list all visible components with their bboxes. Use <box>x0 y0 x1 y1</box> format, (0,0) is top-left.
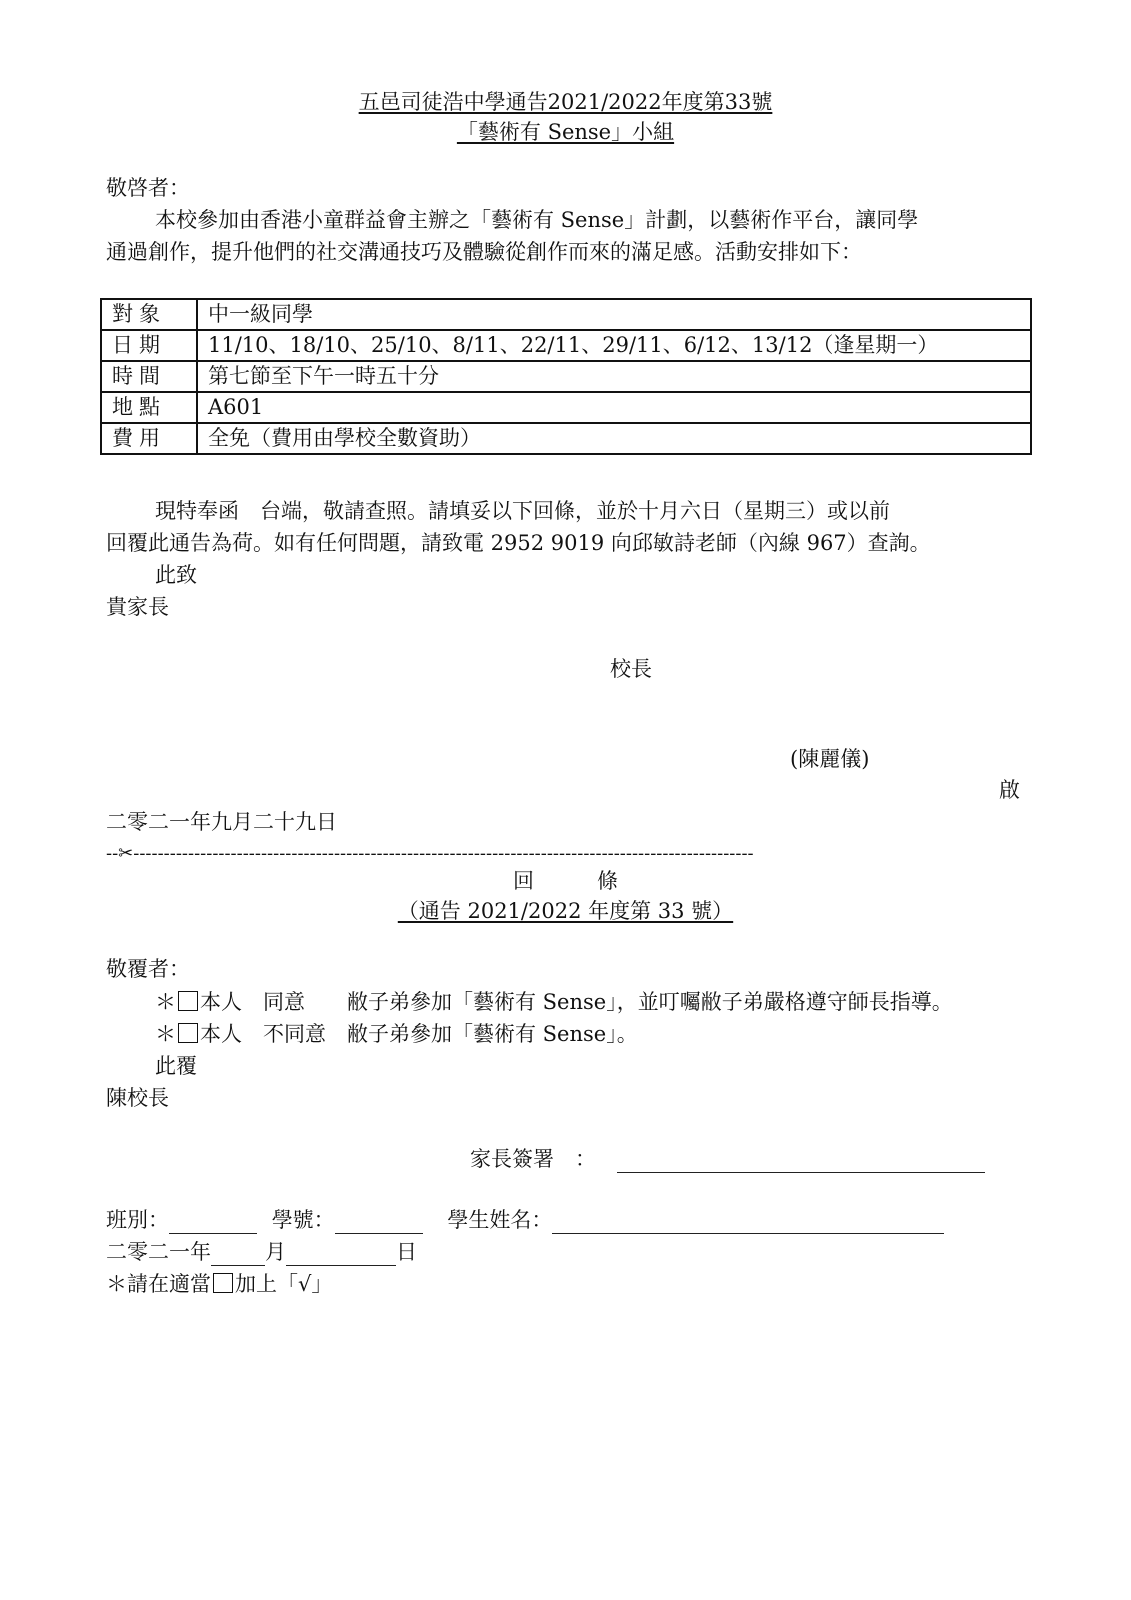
class-label: 班別： <box>106 1208 169 1232</box>
number-field[interactable] <box>335 1211 423 1234</box>
notice-date: 二零二一年九月二十九日 <box>106 810 337 834</box>
date-year: 二零二一年 <box>106 1240 211 1264</box>
principal-name: (陳麗儀) <box>790 747 870 771</box>
row-label: 日期 <box>101 330 197 361</box>
table-row <box>101 361 1031 392</box>
row-value: 中一級同學 <box>197 299 1031 330</box>
notice-title: 五邑司徒浩中學通告2021/2022年度第33號 <box>358 90 773 114</box>
row-label: 對象 <box>101 299 197 330</box>
intro-line-2: 通過創作，提升他們的社交溝通技巧及體驗從創作而來的滿足感。活動安排如下： <box>106 240 862 264</box>
signature-label: 家長簽署 ： <box>470 1147 596 1171</box>
signature-field[interactable] <box>617 1150 985 1173</box>
note-suffix: 加上「√」 <box>235 1272 333 1296</box>
signature-row <box>470 1145 985 1173</box>
recipient: 貴家長 <box>106 595 169 619</box>
option-disagree[interactable] <box>155 1020 638 1048</box>
row-label: 地點 <box>101 392 197 423</box>
salutation: 敬啓者： <box>106 176 190 200</box>
row-label: 費用 <box>101 423 197 454</box>
asterisk: ＊ <box>155 1022 176 1046</box>
tick-note <box>106 1270 332 1298</box>
schedule-table <box>100 298 1032 455</box>
agree-checkbox[interactable] <box>178 991 198 1011</box>
note-prefix: ＊請在適當 <box>106 1272 211 1296</box>
qi-mark: 啟 <box>999 778 1020 802</box>
student-info-row <box>106 1206 944 1234</box>
reply-title: 回 條 <box>513 869 618 893</box>
disagree-text: 本人 不同意 敝子弟參加「藝術有 Sense」。 <box>200 1022 638 1046</box>
intro-line-1: 本校參加由香港小童群益會主辦之「藝術有 Sense」計劃，以藝術作平台，讓同學 <box>155 208 919 232</box>
class-field[interactable] <box>169 1211 257 1234</box>
reply-salutation: 敬覆者： <box>106 957 190 981</box>
number-label: 學號： <box>271 1208 335 1232</box>
notice-subtitle: 「藝術有 Sense」小組 <box>456 120 675 144</box>
reply-reference <box>0 897 1131 925</box>
reply-recipient: 陳校長 <box>106 1086 169 1110</box>
ci-fu: 此覆 <box>155 1054 197 1078</box>
closing-line-2: 回覆此通告為荷。如有任何問題，請致電 2952 9019 向邱敏詩老師（內線 967）查詢。 <box>106 531 931 555</box>
agree-text: 本人 同意 敝子弟參加「藝術有 Sense」，並叮囑敝子弟嚴格遵守師長指導。 <box>200 990 953 1014</box>
student-name-label: 學生姓名： <box>447 1208 553 1232</box>
reply-ref-text: （通告 2021/2022 年度第 33 號） <box>397 899 734 923</box>
reply-date-row <box>106 1238 417 1266</box>
table-row <box>101 423 1031 454</box>
date-day: 日 <box>396 1240 417 1264</box>
date-month: 月 <box>265 1240 286 1264</box>
principal-title: 校長 <box>610 657 652 681</box>
table-row <box>101 392 1031 423</box>
student-name-field[interactable] <box>552 1211 944 1234</box>
row-value: A601 <box>197 392 1031 423</box>
month-field[interactable] <box>211 1243 265 1266</box>
row-label: 時間 <box>101 361 197 392</box>
note-box-icon <box>213 1273 233 1293</box>
day-field[interactable] <box>286 1243 396 1266</box>
table-row <box>101 299 1031 330</box>
row-value: 11/10、18/10、25/10、8/11、22/11、29/11、6/12、13/12（逢星期一） <box>197 330 1031 361</box>
disagree-checkbox[interactable] <box>178 1023 198 1043</box>
asterisk: ＊ <box>155 990 176 1014</box>
ci-zhi: 此致 <box>155 563 197 587</box>
row-value: 全免（費用由學校全數資助） <box>197 423 1031 454</box>
option-agree[interactable] <box>155 988 953 1016</box>
cut-line: --✂------------------------------------------------------------------------------------------------------ <box>106 843 754 864</box>
table-row <box>101 330 1031 361</box>
closing-line-1: 現特奉函 台端，敬請查照。請填妥以下回條，並於十月六日（星期三）或以前 <box>155 499 890 523</box>
row-value: 第七節至下午一時五十分 <box>197 361 1031 392</box>
